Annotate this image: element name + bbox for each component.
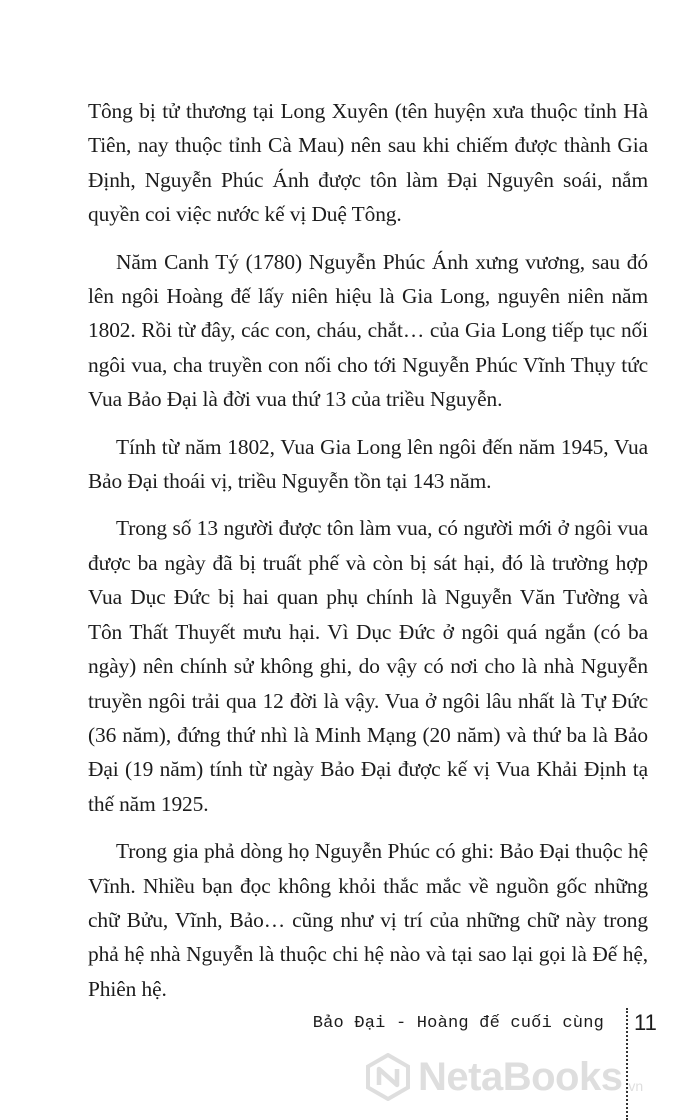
netabooks-logo-icon	[364, 1053, 412, 1101]
paragraph: Trong số 13 người được tôn làm vua, có người mới ở ngôi vua được ba ngày đã bị truất phế và còn bị sát hại, đó là trường hợp Vua Dục Đức bị hai quan phụ chính là Nguyễn Văn Tường và Tôn Thất Thuyết mưu hại. Vì Dục Đức ở ngôi quá ngắn (có ba ngày) nên chính sử không ghi, do vậy có nơi cho là nhà Nguyễn truyền ngôi trải qua 12 đời là vậy. Vua ở ngôi lâu nhất là Tự Đức (36 năm), đứng thứ nhì là Minh Mạng (20 năm) và thứ ba là Bảo Đại (19 năm) tính từ ngày Bảo Đại được kế vị Vua Khải Định tạ thế năm 1925.	[88, 516, 648, 816]
paragraph: Trong gia phả dòng họ Nguyễn Phúc có ghi: Bảo Đại thuộc hệ Vĩnh. Nhiều bạn đọc không khỏi thắc mắc về nguồn gốc những chữ Bửu, Vĩnh, Bảo… cũng như vị trí của những chữ này trong phả hệ nhà Nguyễn là thuộc chi hệ nào và tại sao lại gọi là Đế hệ, Phiên hệ.	[88, 839, 648, 1001]
page-number: 11	[634, 1010, 657, 1035]
paragraph: Năm Canh Tý (1780) Nguyễn Phúc Ánh xưng vương, sau đó lên ngôi Hoàng đế lấy niên hiệu là Gia Long, nguyên niên năm 1802. Rồi từ đây, các con, cháu, chắt… của Gia Long tiếp tục nối ngôi vua, cha truyền con nối cho tới Nguyễn Phúc Vĩnh Thụy tức Vua Bảo Đại là đời vua thứ 13 của triều Nguyễn.	[88, 249, 648, 412]
paragraph: Tính từ năm 1802, Vua Gia Long lên ngôi đến năm 1945, Vua Bảo Đại thoái vị, triều Nguyễn tồn tại 143 năm.	[88, 434, 648, 494]
watermark-suffix: .vn	[624, 1078, 644, 1094]
running-title: Bảo Đại - Hoàng đế cuối cùng	[312, 1014, 604, 1033]
watermark	[364, 1052, 643, 1102]
body-text	[88, 94, 648, 1019]
paragraph: Tông bị tử thương tại Long Xuyên (tên huyện xưa thuộc tỉnh Hà Tiên, nay thuộc tỉnh Cà Mau) nên sau khi chiếm được thành Gia Định, Nguyễn Phúc Ánh được tôn làm Đại Nguyên soái, nắm quyền coi việc nước kế vị Duệ Tông.	[88, 99, 648, 227]
watermark-brand: NetaBooks	[418, 1055, 623, 1099]
